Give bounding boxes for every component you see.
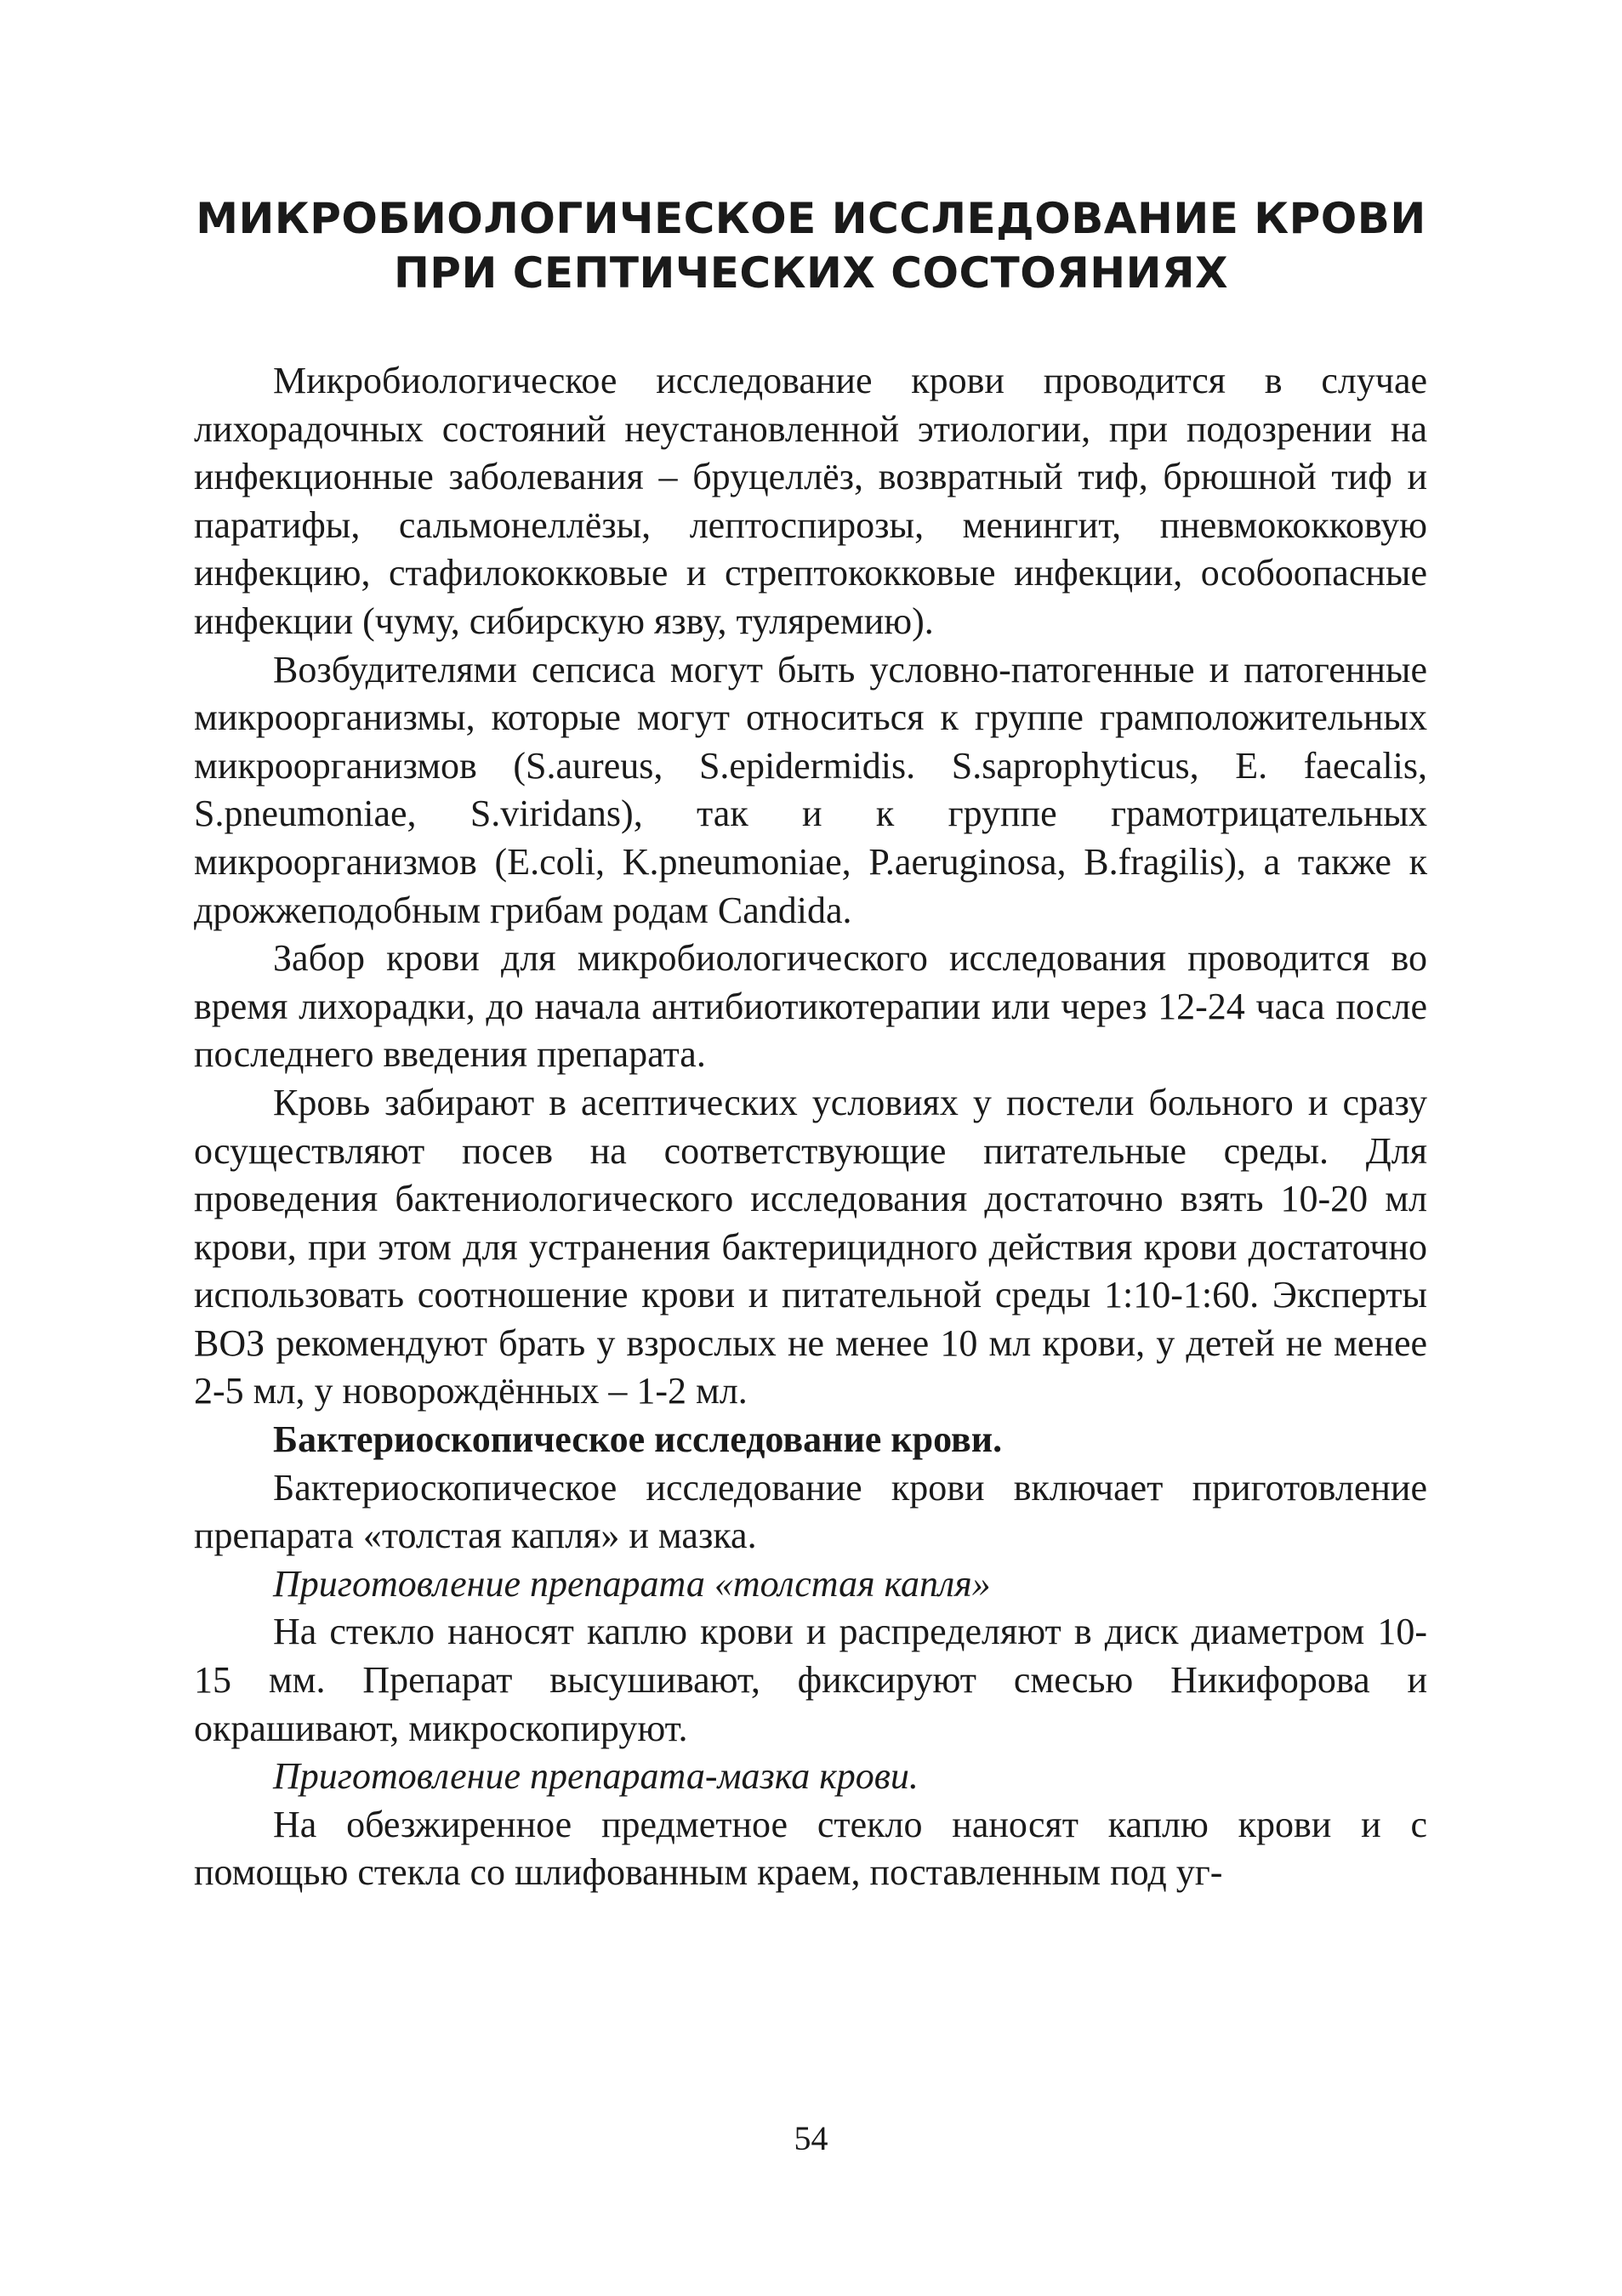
paragraph-pathogens: Возбудителями сепсиса могут быть условно-патогенные и патогенные микроорганизмы, которые могут относиться к группе грамположительных микроорганизмов (S.aureus, S.epidermidis. S.saprophyticus, E. faecalis, S.pneumoniae, S.viridans), так и к группе грамотрицательных микроорганизмов (E.coli, K.pneumoniae, P.aeruginosa, B.fragilis), а также к дрожжеподобным грибам родам Candida. (194, 648, 1427, 931)
section-heading-bacterioscopy: Бактериоскопическое исследование крови. (273, 1418, 1003, 1461)
paragraph-blood-smear: На обезжиренное предметное стекло наносят каплю крови и с помощью стекла со шлифованным краем, поставленным под уг- (194, 1803, 1427, 1894)
subheading-blood-smear: Приготовление препарата-мазка крови. (273, 1755, 919, 1798)
subheading-thick-drop: Приготовление препарата «толстая капля» (273, 1562, 991, 1605)
page-number: 54 (794, 2119, 828, 2157)
title-line-1: МИКРОБИОЛОГИЧЕСКОЕ ИССЛЕДОВАНИЕ КРОВИ (196, 194, 1426, 243)
paragraph-blood-collection-timing: Забор крови для микробиологического исследования проводится во время лихорадки, до начала антибиотикотерапии или через 12-24 часа после последнего введения препарата. (194, 937, 1427, 1076)
title-line-2: ПРИ СЕПТИЧЕСКИХ СОСТОЯНИЯХ (393, 248, 1229, 298)
paragraph-thick-drop: На стекло наносят каплю крови и распределяют в диск диаметром 10-15 мм. Препарат высушивают, фиксируют смесью Никифорова и окрашивают, микроскопируют. (194, 1611, 1427, 1749)
body-text (194, 357, 1427, 1897)
paragraph-blood-collection-procedure: Кровь забирают в асептических условиях у постели больного и сразу осуществляют посев на соответствующие питательные среды. Для проведения бактениологического исследования достаточно взять 10-20 мл крови, при этом для устранения бактерицидного действия крови достаточно использовать соотношение крови и питательной среды 1:10-1:60. Эксперты ВОЗ рекомендуют брать у взрослых не менее 10 мл крови, у детей не менее 2-5 мл, у новорождённых – 1-2 мл. (194, 1081, 1427, 1412)
paragraph-indications: Микробиологическое исследование крови проводится в случае лихорадочных состояний неустановленной этиологии, при подозрении на инфекционные заболевания – бруцеллёз, возвратный тиф, брюшной тиф и паратифы, сальмонеллёзы, лептоспирозы, менингит, пневмококковую инфекцию, стафилококковые и стрептококковые инфекции, особоопасные инфекции (чуму, сибирскую язву, туляремию). (194, 360, 1427, 642)
paragraph-bacterioscopy: Бактериоскопическое исследование крови включает приготовление препарата «толстая капля» и мазка. (194, 1466, 1427, 1557)
page-title (128, 191, 1494, 300)
